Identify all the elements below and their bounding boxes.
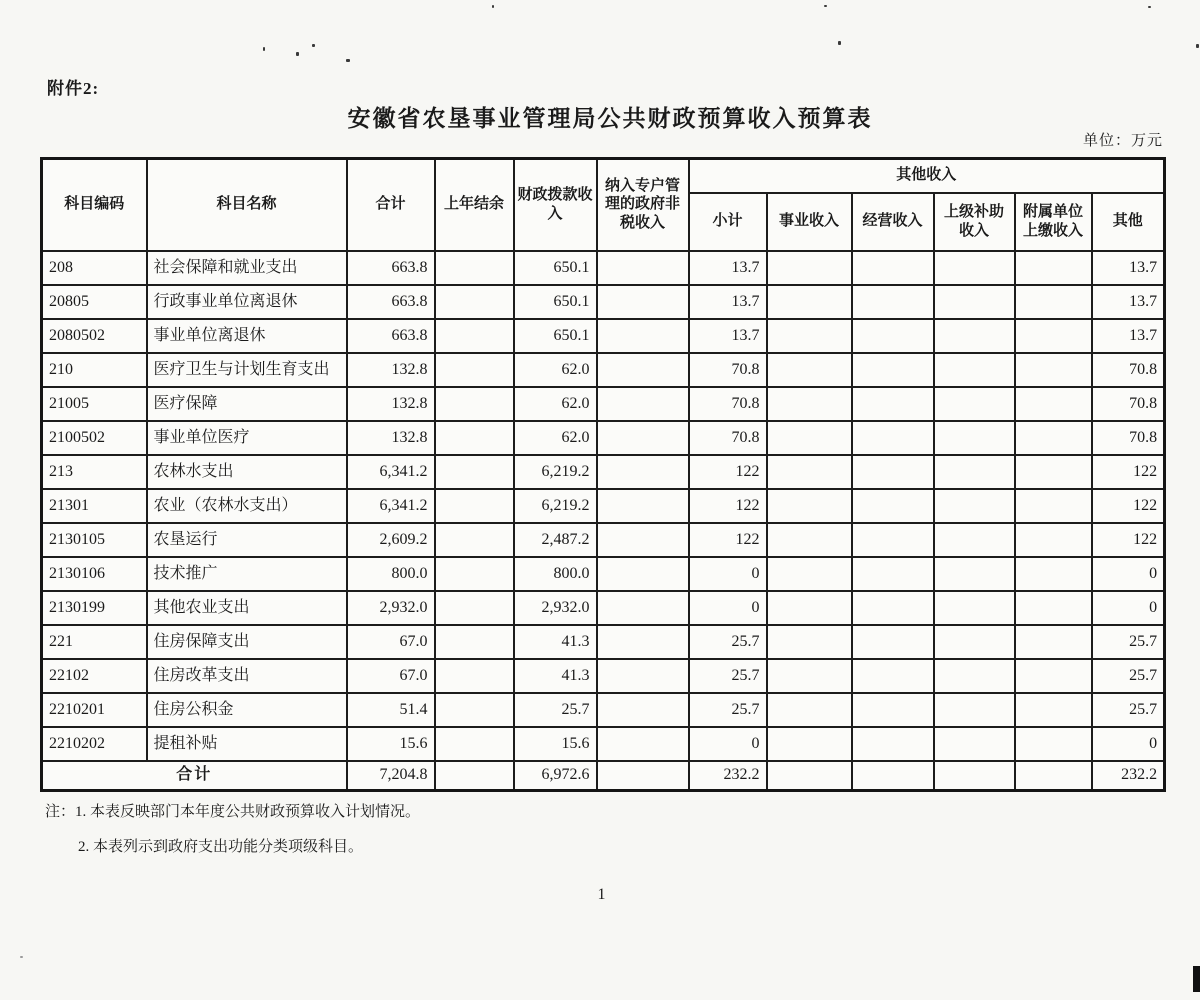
cell-other: 70.8 — [1092, 387, 1165, 421]
scan-speck — [263, 47, 265, 51]
cell-subtotal: 0 — [689, 557, 767, 591]
cell-non-tax — [597, 727, 689, 761]
cell-superior-subsidy — [934, 591, 1015, 625]
cell-other: 122 — [1092, 489, 1165, 523]
cell-subtotal: 70.8 — [689, 421, 767, 455]
col-group-other-income: 其他收入 — [689, 159, 1165, 193]
scan-speck — [838, 41, 841, 45]
cell-non-tax — [597, 523, 689, 557]
cell-fiscal-appropriation: 6,219.2 — [514, 489, 597, 523]
cell-operating-income — [852, 727, 934, 761]
cell-name: 技术推广 — [147, 557, 347, 591]
total-row-label: 合计 — [42, 761, 347, 791]
cell-name: 农林水支出 — [147, 455, 347, 489]
cell-name: 事业单位离退休 — [147, 319, 347, 353]
table-row — [42, 489, 1165, 523]
cell-operating-income — [852, 319, 934, 353]
cell-subtotal: 13.7 — [689, 251, 767, 285]
cell-operating-income — [852, 353, 934, 387]
cell-non-tax — [597, 387, 689, 421]
cell-non-tax — [597, 591, 689, 625]
cell-superior-subsidy — [934, 251, 1015, 285]
cell-other: 122 — [1092, 455, 1165, 489]
cell-other: 70.8 — [1092, 421, 1165, 455]
cell-total: 6,341.2 — [347, 455, 435, 489]
cell-prev-balance — [435, 421, 514, 455]
cell-affiliate-remit — [1015, 319, 1092, 353]
col-header-fiscal-appropriation: 财政拨款收入 — [514, 159, 597, 251]
cell-non-tax — [597, 251, 689, 285]
cell-superior-subsidy — [934, 727, 1015, 761]
total-cell-fiscal-appropriation: 6,972.6 — [514, 761, 597, 791]
col-header-other: 其他 — [1092, 193, 1165, 251]
cell-subtotal: 0 — [689, 591, 767, 625]
cell-operating-income — [852, 251, 934, 285]
cell-other: 13.7 — [1092, 251, 1165, 285]
cell-other: 25.7 — [1092, 693, 1165, 727]
cell-other: 13.7 — [1092, 319, 1165, 353]
cell-other: 25.7 — [1092, 625, 1165, 659]
scan-speck — [312, 44, 315, 47]
table-row — [42, 285, 1165, 319]
col-header-non-tax: 纳入专户管理的政府非税收入 — [597, 159, 689, 251]
cell-non-tax — [597, 489, 689, 523]
cell-affiliate-remit — [1015, 659, 1092, 693]
cell-code: 2210202 — [42, 727, 147, 761]
cell-affiliate-remit — [1015, 387, 1092, 421]
cell-superior-subsidy — [934, 421, 1015, 455]
total-cell-other: 232.2 — [1092, 761, 1165, 791]
cell-superior-subsidy — [934, 387, 1015, 421]
cell-prev-balance — [435, 557, 514, 591]
cell-other: 13.7 — [1092, 285, 1165, 319]
cell-prev-balance — [435, 625, 514, 659]
scan-speck — [824, 5, 827, 7]
cell-non-tax — [597, 353, 689, 387]
cell-name: 农业（农林水支出） — [147, 489, 347, 523]
cell-name: 住房改革支出 — [147, 659, 347, 693]
table-total-row — [42, 761, 1165, 791]
scan-speck — [296, 52, 299, 56]
col-header-affiliate-remit: 附属单位上缴收入 — [1015, 193, 1092, 251]
cell-fiscal-appropriation: 15.6 — [514, 727, 597, 761]
col-header-name: 科目名称 — [147, 159, 347, 251]
page-number: 1 — [597, 886, 606, 903]
cell-operating-income — [852, 693, 934, 727]
cell-operating-income — [852, 387, 934, 421]
cell-subtotal: 122 — [689, 523, 767, 557]
cell-total: 15.6 — [347, 727, 435, 761]
cell-total: 132.8 — [347, 421, 435, 455]
scan-speck — [346, 59, 350, 62]
footnote-1: 注：1. 本表反映部门本年度公共财政预算收入计划情况。 — [45, 804, 421, 820]
cell-superior-subsidy — [934, 693, 1015, 727]
cell-name: 行政事业单位离退休 — [147, 285, 347, 319]
total-cell-total: 7,204.8 — [347, 761, 435, 791]
attachment-label: 附件2: — [47, 79, 100, 98]
cell-affiliate-remit — [1015, 523, 1092, 557]
cell-fiscal-appropriation: 62.0 — [514, 353, 597, 387]
table-row — [42, 693, 1165, 727]
cell-business-income — [767, 387, 852, 421]
cell-name: 其他农业支出 — [147, 591, 347, 625]
total-cell-superior-subsidy — [934, 761, 1015, 791]
scan-edge-artifact — [1193, 966, 1200, 992]
cell-fiscal-appropriation: 650.1 — [514, 251, 597, 285]
cell-name: 医疗保障 — [147, 387, 347, 421]
scan-speck — [1148, 6, 1151, 8]
table-row — [42, 251, 1165, 285]
cell-prev-balance — [435, 319, 514, 353]
cell-affiliate-remit — [1015, 455, 1092, 489]
cell-operating-income — [852, 523, 934, 557]
cell-prev-balance — [435, 727, 514, 761]
cell-affiliate-remit — [1015, 727, 1092, 761]
cell-business-income — [767, 591, 852, 625]
cell-code: 221 — [42, 625, 147, 659]
cell-code: 21301 — [42, 489, 147, 523]
cell-prev-balance — [435, 591, 514, 625]
table-body — [42, 251, 1165, 761]
cell-code: 213 — [42, 455, 147, 489]
cell-operating-income — [852, 591, 934, 625]
cell-affiliate-remit — [1015, 625, 1092, 659]
cell-operating-income — [852, 455, 934, 489]
table-row — [42, 455, 1165, 489]
table-row — [42, 625, 1165, 659]
cell-code: 20805 — [42, 285, 147, 319]
cell-operating-income — [852, 625, 934, 659]
cell-code: 2210201 — [42, 693, 147, 727]
cell-superior-subsidy — [934, 489, 1015, 523]
cell-fiscal-appropriation: 62.0 — [514, 421, 597, 455]
col-header-subtotal: 小计 — [689, 193, 767, 251]
cell-name: 医疗卫生与计划生育支出 — [147, 353, 347, 387]
cell-code: 2080502 — [42, 319, 147, 353]
cell-code: 2130199 — [42, 591, 147, 625]
cell-name: 社会保障和就业支出 — [147, 251, 347, 285]
cell-business-income — [767, 319, 852, 353]
table-row — [42, 659, 1165, 693]
cell-fiscal-appropriation: 800.0 — [514, 557, 597, 591]
table-row — [42, 353, 1165, 387]
cell-total: 67.0 — [347, 659, 435, 693]
cell-business-income — [767, 251, 852, 285]
cell-affiliate-remit — [1015, 591, 1092, 625]
cell-other: 122 — [1092, 523, 1165, 557]
cell-subtotal: 13.7 — [689, 319, 767, 353]
cell-other: 25.7 — [1092, 659, 1165, 693]
cell-business-income — [767, 489, 852, 523]
cell-total: 2,609.2 — [347, 523, 435, 557]
cell-other: 0 — [1092, 591, 1165, 625]
cell-total: 132.8 — [347, 387, 435, 421]
cell-non-tax — [597, 285, 689, 319]
cell-non-tax — [597, 421, 689, 455]
total-cell-business-income — [767, 761, 852, 791]
cell-superior-subsidy — [934, 455, 1015, 489]
cell-total: 800.0 — [347, 557, 435, 591]
cell-business-income — [767, 285, 852, 319]
cell-prev-balance — [435, 353, 514, 387]
cell-prev-balance — [435, 489, 514, 523]
table-row — [42, 421, 1165, 455]
document-title: 安徽省农垦事业管理局公共财政预算收入预算表 — [347, 106, 873, 131]
cell-operating-income — [852, 489, 934, 523]
cell-fiscal-appropriation: 41.3 — [514, 625, 597, 659]
cell-superior-subsidy — [934, 659, 1015, 693]
cell-code: 208 — [42, 251, 147, 285]
cell-prev-balance — [435, 523, 514, 557]
cell-other: 0 — [1092, 727, 1165, 761]
col-header-code: 科目编码 — [42, 159, 147, 251]
cell-total: 2,932.0 — [347, 591, 435, 625]
cell-business-income — [767, 523, 852, 557]
cell-other: 70.8 — [1092, 353, 1165, 387]
cell-name: 事业单位医疗 — [147, 421, 347, 455]
col-header-superior-subsidy: 上级补助收入 — [934, 193, 1015, 251]
budget-revenue-table — [40, 157, 1166, 792]
cell-superior-subsidy — [934, 353, 1015, 387]
total-cell-operating-income — [852, 761, 934, 791]
table-row — [42, 591, 1165, 625]
cell-fiscal-appropriation: 650.1 — [514, 319, 597, 353]
cell-total: 663.8 — [347, 285, 435, 319]
col-header-operating-income: 经营收入 — [852, 193, 934, 251]
table-row — [42, 557, 1165, 591]
cell-name: 农垦运行 — [147, 523, 347, 557]
cell-code: 2130105 — [42, 523, 147, 557]
cell-affiliate-remit — [1015, 489, 1092, 523]
table-row — [42, 387, 1165, 421]
cell-business-income — [767, 727, 852, 761]
cell-non-tax — [597, 693, 689, 727]
cell-subtotal: 70.8 — [689, 353, 767, 387]
cell-prev-balance — [435, 285, 514, 319]
cell-business-income — [767, 455, 852, 489]
total-cell-prev-balance — [435, 761, 514, 791]
cell-affiliate-remit — [1015, 353, 1092, 387]
cell-subtotal: 122 — [689, 455, 767, 489]
table-row — [42, 319, 1165, 353]
cell-superior-subsidy — [934, 319, 1015, 353]
cell-subtotal: 25.7 — [689, 693, 767, 727]
cell-superior-subsidy — [934, 523, 1015, 557]
cell-name: 住房保障支出 — [147, 625, 347, 659]
cell-operating-income — [852, 421, 934, 455]
cell-subtotal: 0 — [689, 727, 767, 761]
cell-code: 22102 — [42, 659, 147, 693]
total-cell-affiliate-remit — [1015, 761, 1092, 791]
cell-business-income — [767, 557, 852, 591]
cell-operating-income — [852, 285, 934, 319]
cell-business-income — [767, 353, 852, 387]
cell-non-tax — [597, 625, 689, 659]
cell-code: 2130106 — [42, 557, 147, 591]
table-row — [42, 523, 1165, 557]
cell-affiliate-remit — [1015, 693, 1092, 727]
cell-subtotal: 25.7 — [689, 625, 767, 659]
scan-speck — [492, 5, 494, 8]
cell-non-tax — [597, 319, 689, 353]
total-cell-subtotal: 232.2 — [689, 761, 767, 791]
cell-code: 2100502 — [42, 421, 147, 455]
cell-total: 663.8 — [347, 251, 435, 285]
cell-name: 提租补贴 — [147, 727, 347, 761]
cell-total: 663.8 — [347, 319, 435, 353]
col-header-business-income: 事业收入 — [767, 193, 852, 251]
cell-code: 21005 — [42, 387, 147, 421]
table-row — [42, 727, 1165, 761]
cell-prev-balance — [435, 455, 514, 489]
cell-name: 住房公积金 — [147, 693, 347, 727]
cell-subtotal: 122 — [689, 489, 767, 523]
cell-superior-subsidy — [934, 557, 1015, 591]
cell-total: 132.8 — [347, 353, 435, 387]
cell-other: 0 — [1092, 557, 1165, 591]
cell-subtotal: 13.7 — [689, 285, 767, 319]
cell-business-income — [767, 625, 852, 659]
cell-affiliate-remit — [1015, 421, 1092, 455]
cell-fiscal-appropriation: 41.3 — [514, 659, 597, 693]
cell-fiscal-appropriation: 6,219.2 — [514, 455, 597, 489]
cell-fiscal-appropriation: 62.0 — [514, 387, 597, 421]
cell-total: 67.0 — [347, 625, 435, 659]
cell-prev-balance — [435, 693, 514, 727]
cell-total: 6,341.2 — [347, 489, 435, 523]
cell-business-income — [767, 659, 852, 693]
cell-superior-subsidy — [934, 285, 1015, 319]
cell-non-tax — [597, 557, 689, 591]
cell-business-income — [767, 693, 852, 727]
cell-prev-balance — [435, 387, 514, 421]
footnote-2: 2. 本表列示到政府支出功能分类项级科目。 — [78, 838, 364, 855]
cell-business-income — [767, 421, 852, 455]
scan-speck — [1196, 44, 1199, 48]
cell-prev-balance — [435, 659, 514, 693]
cell-operating-income — [852, 557, 934, 591]
col-header-prev-balance: 上年结余 — [435, 159, 514, 251]
cell-affiliate-remit — [1015, 285, 1092, 319]
cell-affiliate-remit — [1015, 251, 1092, 285]
footnotes — [45, 795, 420, 864]
cell-prev-balance — [435, 251, 514, 285]
cell-subtotal: 70.8 — [689, 387, 767, 421]
cell-fiscal-appropriation: 2,487.2 — [514, 523, 597, 557]
cell-fiscal-appropriation: 650.1 — [514, 285, 597, 319]
cell-superior-subsidy — [934, 625, 1015, 659]
total-cell-non-tax — [597, 761, 689, 791]
cell-code: 210 — [42, 353, 147, 387]
cell-subtotal: 25.7 — [689, 659, 767, 693]
cell-operating-income — [852, 659, 934, 693]
cell-fiscal-appropriation: 2,932.0 — [514, 591, 597, 625]
cell-non-tax — [597, 455, 689, 489]
cell-total: 51.4 — [347, 693, 435, 727]
scan-speck — [20, 956, 23, 958]
cell-affiliate-remit — [1015, 557, 1092, 591]
cell-non-tax — [597, 659, 689, 693]
cell-fiscal-appropriation: 25.7 — [514, 693, 597, 727]
unit-label: 单位：万元 — [1082, 133, 1163, 149]
col-header-total: 合计 — [347, 159, 435, 251]
